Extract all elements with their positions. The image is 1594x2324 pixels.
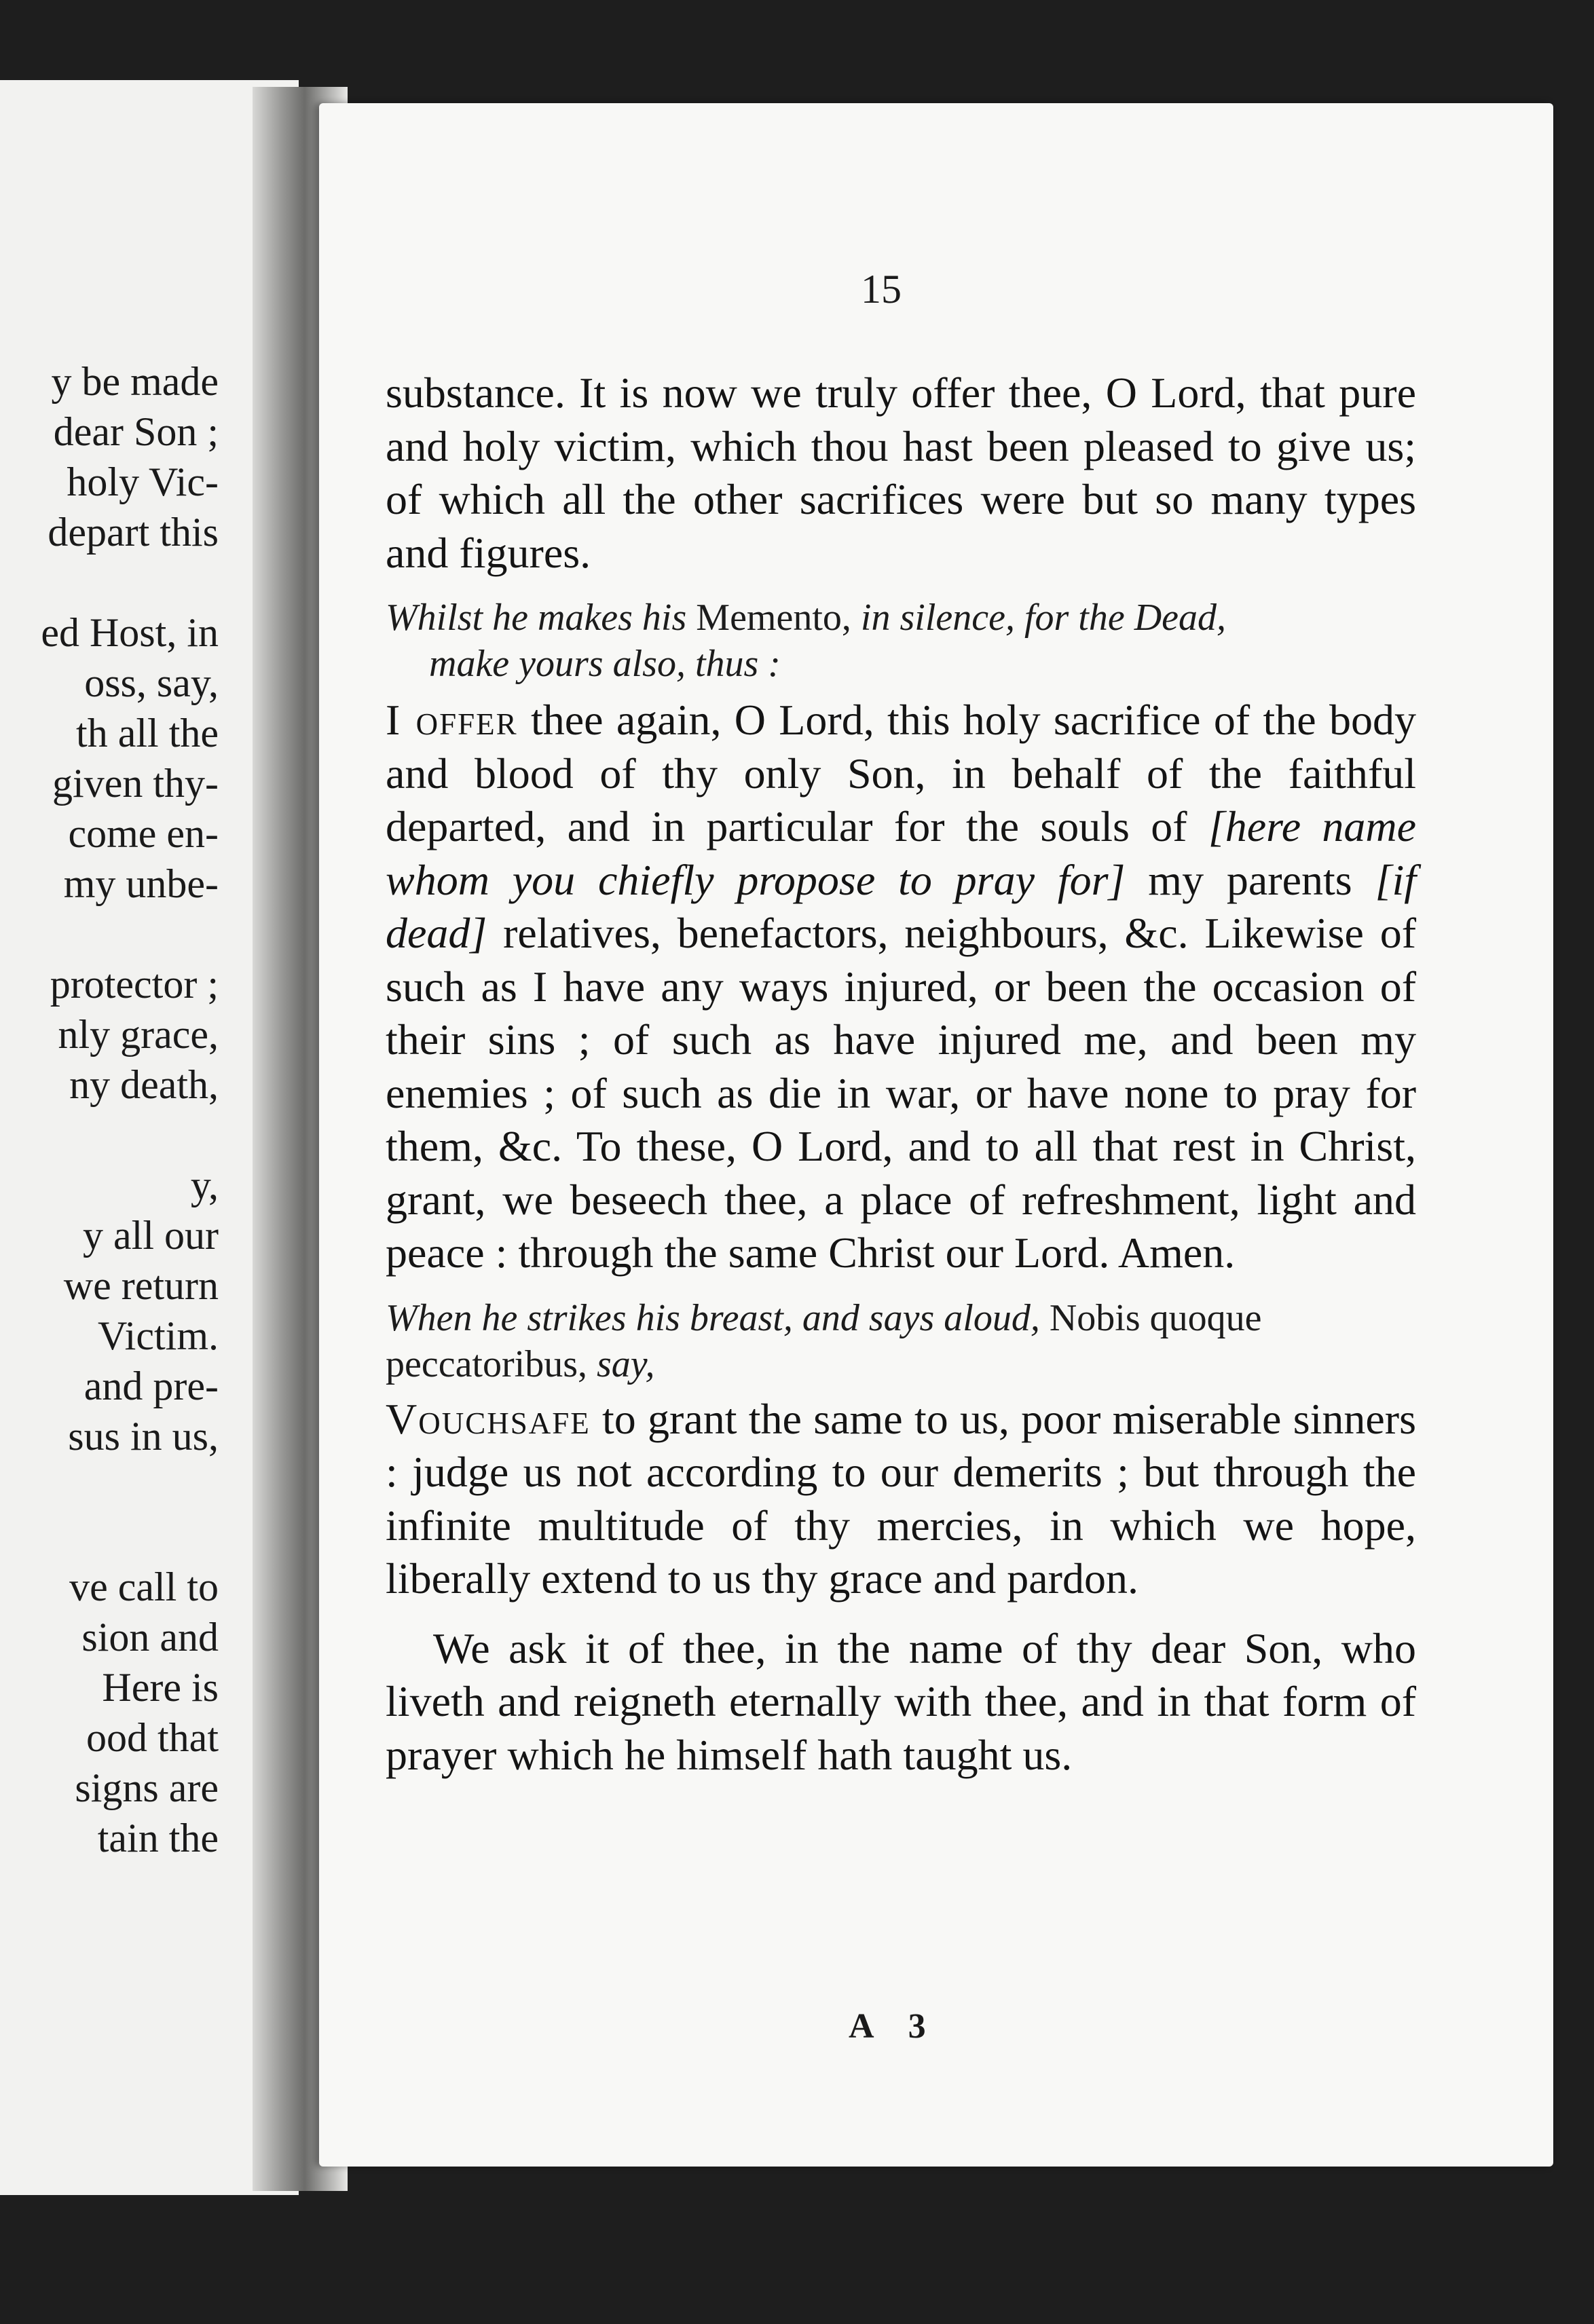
left-page-line: tain the (97, 1816, 219, 1860)
left-page-line: ny death, (69, 1062, 219, 1107)
paragraph-vouchsafe (386, 1393, 1416, 1606)
paragraph-we-ask: We ask it of thee, in the name of thy dear Son, who liveth and reigneth eternally with thee, and in that form of prayer which he himself hath taught us. (386, 1624, 1416, 1779)
left-page-line: ed Host, in (41, 610, 219, 655)
rubric-nobis (386, 1295, 1416, 1387)
paragraph-i-offer (386, 694, 1416, 1280)
left-page-line: sus in us, (68, 1414, 219, 1459)
left-page-line: ve call to (69, 1564, 219, 1609)
left-page-line: th all the (76, 711, 219, 755)
i-offer-italic2: [if dead] (386, 855, 1417, 957)
left-page-line: and pre- (84, 1364, 219, 1408)
rubric-memento-part2: in silence, for the Dead, (860, 597, 1227, 639)
left-page-line: given thy- (52, 761, 219, 806)
rubric-memento-roman: Memento, (696, 597, 851, 639)
vouchsafe-text: to grant the same to us, poor miserable sinners : judge us not according to our demerits ; but through the infinite multitude of thy mercies, in which we hope, liberally extend to us thy grace and pardon. (386, 1394, 1417, 1603)
left-page-line: Here is (102, 1665, 219, 1710)
rubric-memento (386, 595, 1416, 641)
left-page-line: come en- (68, 811, 219, 856)
i-offer-text2: my parents (1148, 855, 1352, 904)
left-page-line: y, (190, 1163, 219, 1207)
left-page-line: Victim. (97, 1313, 219, 1358)
left-page-line: oss, say, (84, 660, 219, 705)
left-page-line: nly grace, (58, 1012, 219, 1057)
left-page-line: y all our (83, 1213, 219, 1258)
left-page-line: dear Son ; (53, 409, 219, 454)
left-page-line: holy Vic- (67, 460, 219, 504)
rubric-memento-line2: make yours also, thus : (429, 643, 781, 685)
signature-mark: A 3 (849, 2007, 940, 2046)
left-page-line: protector ; (50, 962, 219, 1007)
rubric-nobis-part1: When he strikes his breast, and says aloud, (386, 1296, 1040, 1339)
left-page-line: my unbe- (63, 861, 219, 906)
rubric-nobis-part2: say, (596, 1343, 655, 1385)
left-page-line: we return (63, 1263, 219, 1308)
left-page-line: sion and (81, 1615, 219, 1660)
main-text (386, 367, 1416, 1782)
rubric-nobis-roman: Nobis quoque peccatoribus, (386, 1296, 1262, 1385)
i-offer-text1: thee again, O Lord, this holy sacrifice of the body and blood of thy only Son, in behalf of the faithful departed, and in particular for the souls of (386, 696, 1417, 850)
left-page-line: signs are (75, 1765, 219, 1810)
left-page-line: depart this (48, 510, 219, 555)
page-number: 15 (861, 267, 902, 312)
left-page-line: ood that (86, 1715, 219, 1760)
rubric-memento-part1: Whilst he makes his (386, 597, 687, 639)
i-offer-text3: relatives, benefactors, neighbours, &c. Likewise of such as I have any ways injured, or been the occasion of their sins ; of such as have injured me, and been my enemies ; of such as die in war, or have none to pray for them, &c. To these, O Lord, and to all that rest in Christ, grant, we beseech thee, a place of refreshment, light and peace : through the same Christ our Lord. Amen. (386, 909, 1417, 1277)
left-page-line: y be made (51, 359, 219, 404)
dropcap-i-offer: I offer (386, 696, 518, 744)
paragraph-substance: substance. It is now we truly offer thee, O Lord, that pure and holy victim, which thou hast been pleased to give us; of which all the other sacrifices were but so many types and figures. (386, 369, 1416, 577)
i-offer-italic1: [here name whom you chiefly propose to pray for] (386, 802, 1417, 904)
dropcap-vouchsafe: Vouchsafe (386, 1394, 591, 1443)
